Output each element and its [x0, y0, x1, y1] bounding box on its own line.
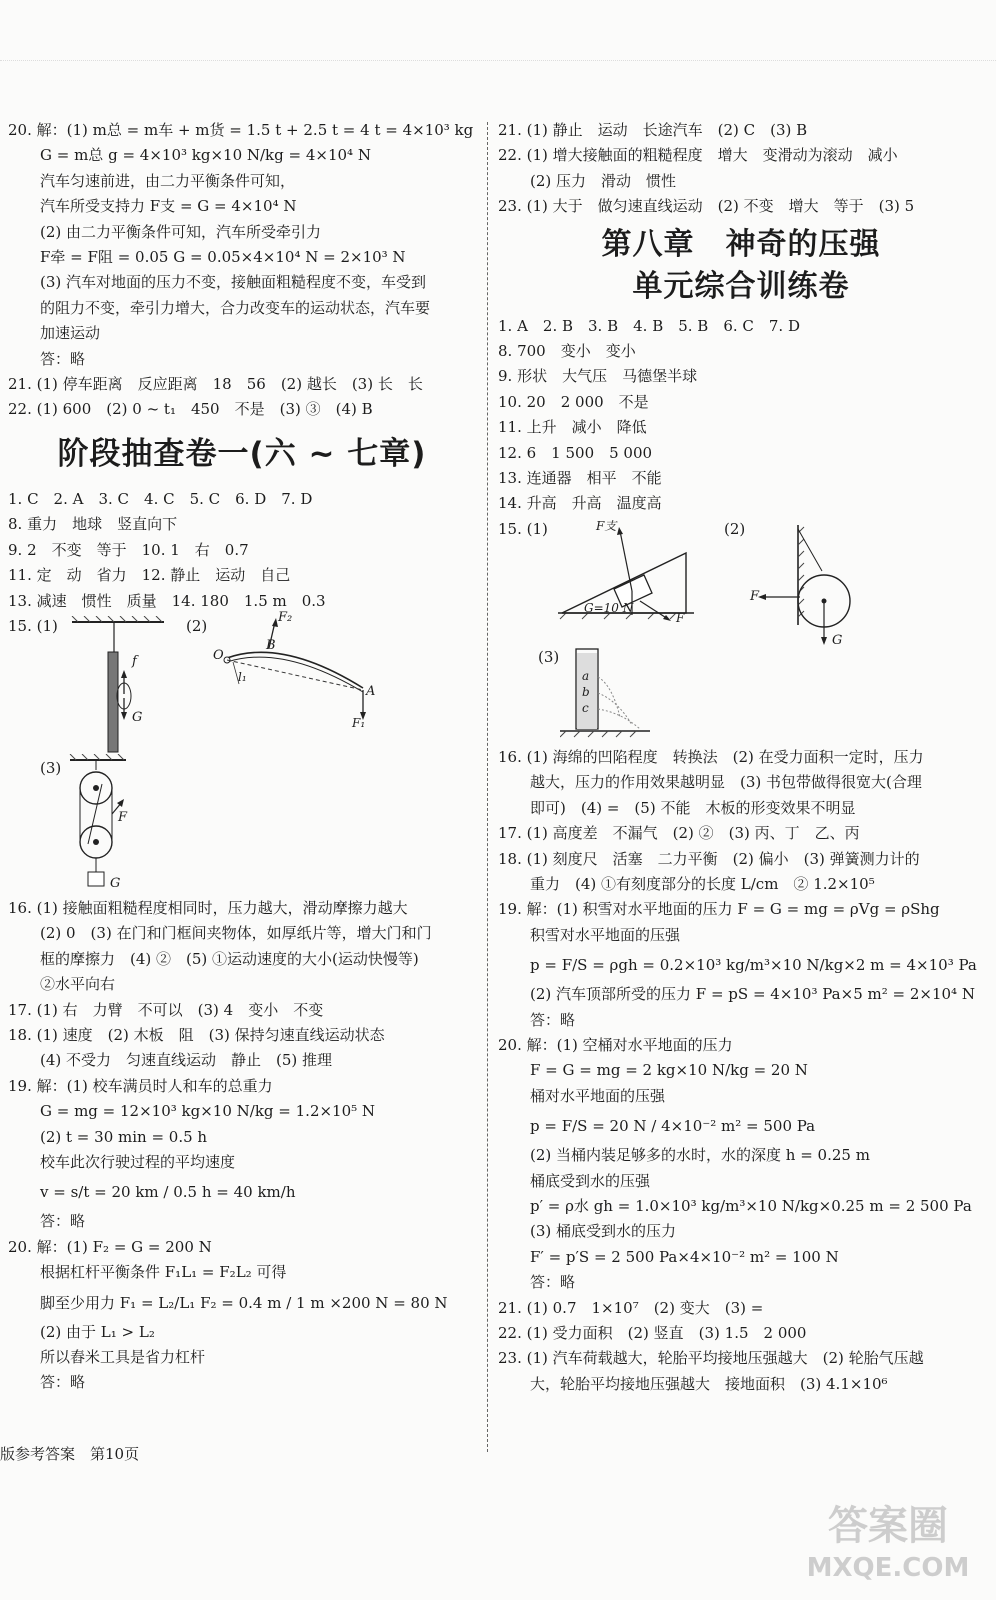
answer-line: G = m总 g = 4×10³ kg×10 N/kg = 4×10⁴ N — [40, 146, 371, 165]
right-answers-part3 — [498, 745, 984, 1397]
q15-label-1: 15. (1) — [498, 519, 548, 538]
answer-line: (2) 由二力平衡条件可知，汽车所受牵引力 — [40, 222, 322, 241]
answer-line: 根据杠杆平衡条件 F₁L₁ = F₂L₂ 可得 — [40, 1263, 287, 1282]
answer-line: F = G = mg = 2 kg×10 N/kg = 20 N — [530, 1061, 808, 1080]
label-g: G — [132, 709, 143, 725]
answer-line: 20. 解：(1) m总 = m车 + m货 = 1.5 t + 2.5 t = 4 t = 4×10³ kg — [8, 121, 474, 139]
label-f2: F₂ — [278, 609, 293, 625]
answer-line: 18. (1) 速度 (2) 木板 阻 (3) 保持匀速直线运动状态 — [8, 1025, 385, 1044]
answer-line: (2) 汽车顶部所受的压力 F = pS = 4×10³ Pa×5 m² = 2×10⁴ N — [530, 985, 975, 1004]
section-heading: 阶段抽查卷一(六 ~ 七章) — [57, 435, 427, 472]
answer-line: 加速运动 — [40, 324, 101, 343]
q15-diagrams-right — [498, 517, 984, 745]
answer-line: 16. (1) 接触面粗糙程度相同时，压力越大，滑动摩擦力越大 — [8, 898, 408, 917]
formula-line: p = F/S = ρgh = 0.2×10³ kg/m³×10 N/kg×2 m = 4×10³ Pa — [530, 956, 977, 975]
answer-line: 17. (1) 高度差 不漏气 (2) ② (3) 丙、丁 乙、丙 — [498, 824, 860, 843]
answer-line: 12. 6 1 500 5 000 — [498, 443, 653, 462]
answer-line: 19. 解：(1) 积雪对水平地面的压力 F = G = mg = ρVg = ρShg — [498, 900, 940, 919]
pulley-diagram — [66, 754, 156, 894]
answer-line: 答：略 — [40, 1212, 86, 1231]
answer-line: 17. (1) 右 力臂 不可以 (3) 4 变小 不变 — [8, 1000, 324, 1019]
formula-line: v = s/t = 20 km / 0.5 h = 40 km/h — [40, 1183, 296, 1202]
answer-line: F′ = p′S = 2 500 Pa×4×10⁻² m² = 100 N — [530, 1247, 839, 1266]
answer-line: 8. 重力 地球 竖直向下 — [8, 515, 178, 534]
page-footer: 版参考答案 第10页 — [0, 1445, 140, 1463]
answer-line: 22. (1) 受力面积 (2) 竖直 (3) 1.5 2 000 — [498, 1324, 807, 1342]
answer-line: 22. (1) 600 (2) 0 ~ t₁ 450 不是 (3) ③ (4) B — [8, 400, 373, 419]
left-column — [8, 118, 476, 1396]
right-column — [498, 118, 984, 1397]
left-answers-part2 — [8, 487, 476, 614]
answer-line: 23. (1) 汽车荷载越大，轮胎平均接地压强越大 (2) 轮胎气压越 — [498, 1349, 924, 1368]
answer-line: 10. 20 2 000 不是 — [498, 392, 649, 411]
answer-line: 重力 (4) ①有刻度部分的长度 L/cm ② 1.2×10⁵ — [530, 874, 875, 893]
scan-edge-noise — [0, 60, 996, 61]
label-b: b — [582, 684, 590, 699]
answer-line: 14. 升高 升高 温度高 — [498, 494, 662, 513]
answer-line: 校车此次行驶过程的平均速度 — [40, 1152, 236, 1171]
answer-line: 8. 700 变小 变小 — [498, 342, 636, 361]
chapter-subheading: 单元综合训练卷 — [632, 268, 850, 304]
answer-line: (3) 汽车对地面的压力不变，接触面粗糙程度不变，车受到 — [40, 273, 427, 292]
answer-line: 21. (1) 静止 运动 长途汽车 (2) C (3) B — [498, 121, 808, 139]
answer-line: 答：略 — [40, 349, 86, 368]
label-g10: G=10 N — [584, 600, 634, 615]
formula-line: 脚至少用力 F₁ = L₂/L₁ F₂ = 0.4 m / 1 m ×200 N = 80 N — [40, 1293, 448, 1312]
right-answers-part2 — [498, 314, 984, 517]
answer-line: 1. A 2. B 3. B 4. B 5. B 6. C 7. D — [498, 316, 800, 335]
left-answers-part3 — [8, 896, 476, 1396]
answer-line: (3) 桶底受到水的压力 — [530, 1222, 677, 1241]
answer-line: 汽车匀速前进，由二力平衡条件可知， — [40, 171, 296, 190]
label-f-left: F — [750, 588, 760, 604]
answer-line: 1. C 2. A 3. C 4. C 5. C 6. D 7. D — [8, 489, 313, 508]
answer-line: 22. (1) 增大接触面的粗糙程度 增大 变滑动为滚动 减小 — [498, 146, 898, 165]
label-c: c — [582, 700, 589, 715]
answer-line: 答：略 — [40, 1373, 86, 1392]
answer-line: 19. 解：(1) 校车满员时人和车的总重力 — [8, 1076, 273, 1095]
answer-line: G = mg = 12×10³ kg×10 N/kg = 1.2×10⁵ N — [40, 1102, 376, 1121]
ball-wall-diagram — [748, 525, 858, 649]
label-f1: F₁ — [352, 715, 366, 730]
column-divider — [487, 122, 488, 1452]
answer-line: (2) 压力 滑动 惯性 — [530, 171, 677, 190]
label-b: B — [266, 637, 276, 653]
answer-line: 积雪对水平地面的压强 — [530, 925, 681, 944]
answer-line: 所以舂米工具是省力杠杆 — [40, 1348, 206, 1366]
label-o: O — [213, 647, 224, 663]
left-answers-part1 — [8, 118, 476, 423]
water-column-diagram — [560, 647, 660, 743]
formula-line: p = F/S = 20 N / 4×10⁻² m² = 500 Pa — [530, 1117, 816, 1136]
answer-line: 答：略 — [530, 1273, 576, 1292]
watermark-logo — [800, 1500, 976, 1592]
q15-label-2: (2) — [724, 519, 746, 538]
chapter-heading: 第八章 神奇的压强 — [601, 226, 881, 262]
q15-label-1: 15. (1) — [8, 616, 58, 635]
answer-line: F牵 = F阻 = 0.05 G = 0.05×4×10⁴ N = 2×10³ N — [40, 248, 406, 267]
answer-line: 即可) (4) = (5) 不能 木板的形变效果不明显 — [530, 798, 856, 817]
answer-line: 11. 定 动 省力 12. 静止 运动 自己 — [8, 566, 291, 585]
answer-line: 越大，压力的作用效果越明显 (3) 书包带做得很宽大(合理 — [530, 773, 922, 792]
answer-line: 大，轮胎平均接地压强越大 接地面积 (3) 4.1×10⁶ — [530, 1374, 888, 1393]
answer-line: 23. (1) 大于 做匀速直线运动 (2) 不变 增大 等于 (3) 5 — [498, 197, 915, 216]
answer-line: 16. (1) 海绵的凹陷程度 转换法 (2) 在受力面积一定时，压力 — [498, 747, 924, 766]
answer-line: 汽车所受支持力 F支 = G = 4×10⁴ N — [40, 197, 297, 216]
watermark-bottom: MXQE.COM — [806, 1553, 970, 1583]
answer-line: 框的摩擦力 (4) ② (5) ①运动速度的大小(运动快慢等) — [40, 949, 419, 968]
friction-rod-diagram — [68, 616, 178, 756]
answer-line: (4) 不受力 匀速直线运动 静止 (5) 推理 — [40, 1051, 333, 1070]
watermark-top: 答案圈 — [828, 1503, 948, 1549]
q15-diagrams-left — [8, 609, 476, 896]
answer-line: 9. 2 不变 等于 10. 1 右 0.7 — [8, 540, 249, 559]
label-a: A — [366, 683, 376, 699]
answer-line: (2) t = 30 min = 0.5 h — [40, 1127, 208, 1146]
right-answers-part1 — [498, 118, 984, 220]
answer-line: 桶底受到水的压强 — [530, 1171, 651, 1190]
answer-line: 20. 解：(1) 空桶对水平地面的压力 — [498, 1035, 733, 1054]
label-fp: F — [676, 610, 685, 625]
answer-line: 11. 上升 减小 降低 — [498, 418, 647, 437]
answer-line: 答：略 — [530, 1010, 576, 1029]
q15-label-3: (3) — [40, 758, 62, 777]
answer-line: 20. 解：(1) F₂ = G = 200 N — [8, 1237, 212, 1256]
answer-line: 桶对水平地面的压强 — [530, 1086, 666, 1105]
q15-label-2: (2) — [186, 616, 208, 635]
answer-line: 13. 减速 惯性 质量 14. 180 1.5 m 0.3 — [8, 591, 326, 610]
answer-line: 18. (1) 刻度尺 活塞 二力平衡 (2) 偏小 (3) 弹簧测力计的 — [498, 849, 920, 868]
answer-line: (2) 由于 L₁ > L₂ — [40, 1322, 155, 1341]
answer-line: 9. 形状 大气压 马德堡半球 — [498, 367, 698, 386]
q15-label-3: (3) — [538, 647, 560, 666]
label-a: a — [582, 668, 590, 683]
answer-line: (2) 0 (3) 在门和门框间夹物体，如厚纸片等，增大门和门 — [40, 924, 432, 943]
answer-line: 13. 连通器 相平 不能 — [498, 469, 662, 488]
answer-line: p′ = ρ水 gh = 1.0×10³ kg/m³×10 N/kg×0.25 m = 2 500 Pa — [530, 1196, 972, 1215]
label-f: f — [132, 653, 137, 669]
answer-line: ②水平向右 — [40, 975, 116, 994]
label-f-support: F支 — [596, 518, 617, 533]
label-g-ball: G — [832, 632, 843, 648]
answer-line: 的阻力不变，牵引力增大，合力改变车的运动状态，汽车要 — [40, 298, 431, 317]
answer-line: 21. (1) 停车距离 反应距离 18 56 (2) 越长 (3) 长 长 — [8, 375, 423, 394]
answer-line: (2) 当桶内装足够多的水时，水的深度 h = 0.25 m — [530, 1146, 870, 1165]
label-F: F — [118, 809, 128, 825]
label-l1: l₁ — [238, 669, 247, 684]
label-G2: G — [110, 875, 121, 891]
answer-line: 21. (1) 0.7 1×10⁷ (2) 变大 (3) = — [498, 1298, 764, 1317]
